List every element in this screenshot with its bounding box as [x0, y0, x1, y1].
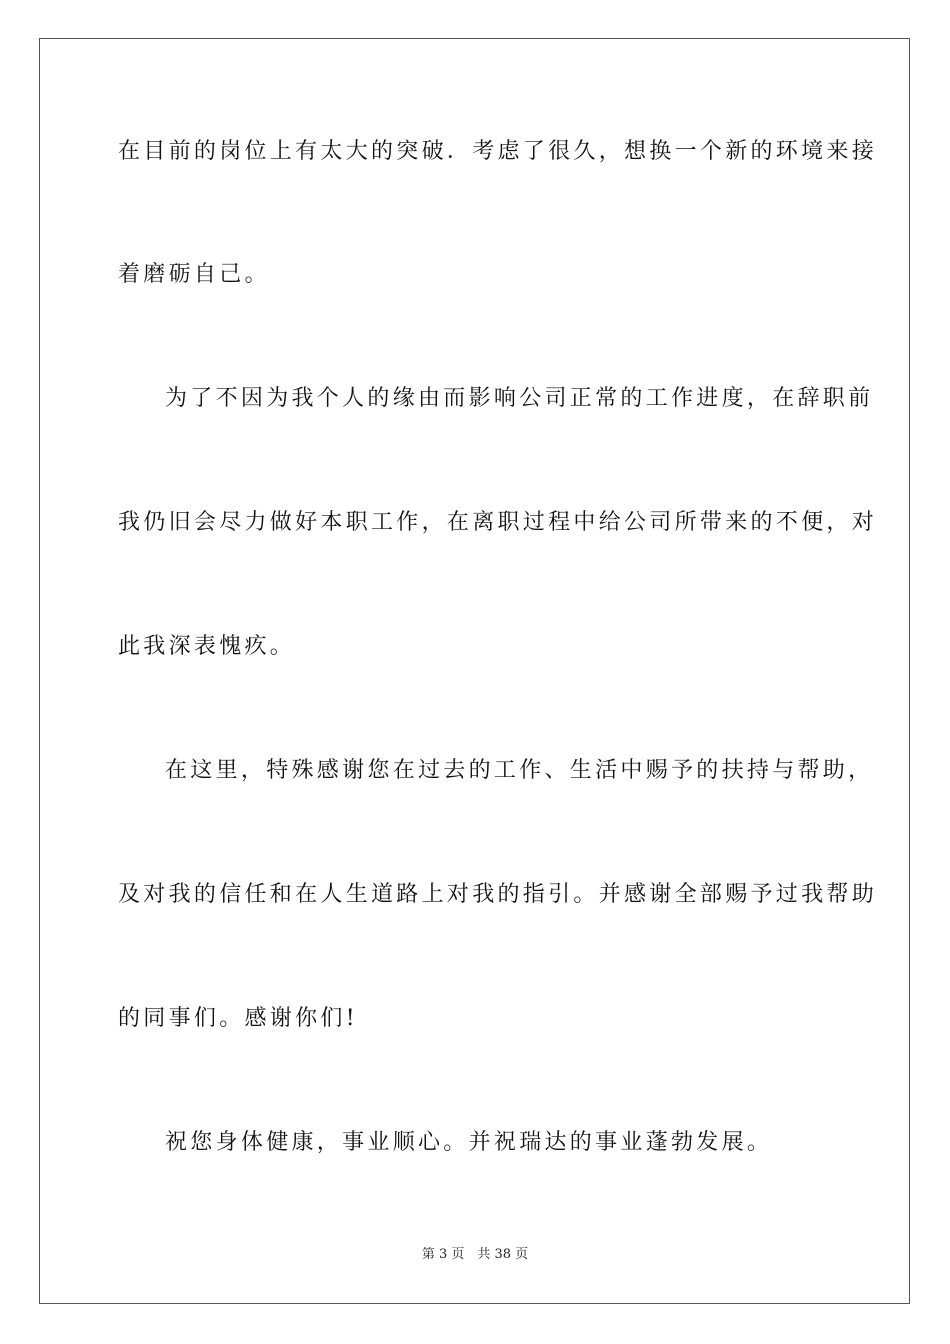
- body-text-line: 及对我的信任和在人生道路上对我的指引。并感谢全部赐予过我帮助: [118, 882, 878, 907]
- body-text-line: 祝您身体健康，事业顺心。并祝瑞达的事业蓬勃发展。: [165, 1130, 773, 1155]
- body-text-line: 我仍旧会尽力做好本职工作，在离职过程中给公司所带来的不便，对: [118, 510, 878, 535]
- body-text-line: 着磨砺自己。: [118, 262, 270, 287]
- body-text-line: 在这里，特殊感谢您在过去的工作、生活中赐予的扶持与帮助，: [165, 758, 874, 783]
- body-text-line: 在目前的岗位上有太大的突破．考虑了很久，想换一个新的环境来接: [118, 139, 878, 164]
- page-border: [39, 38, 910, 1304]
- body-text-line: 为了不因为我个人的缘由而影响公司正常的工作进度，在辞职前: [165, 386, 874, 411]
- body-text-line: 的同事们。感谢你们!: [118, 1006, 358, 1031]
- page-number-footer: 第 3 页 共 38 页: [421, 1247, 529, 1262]
- body-text-line: 此我深表愧疚。: [118, 634, 296, 659]
